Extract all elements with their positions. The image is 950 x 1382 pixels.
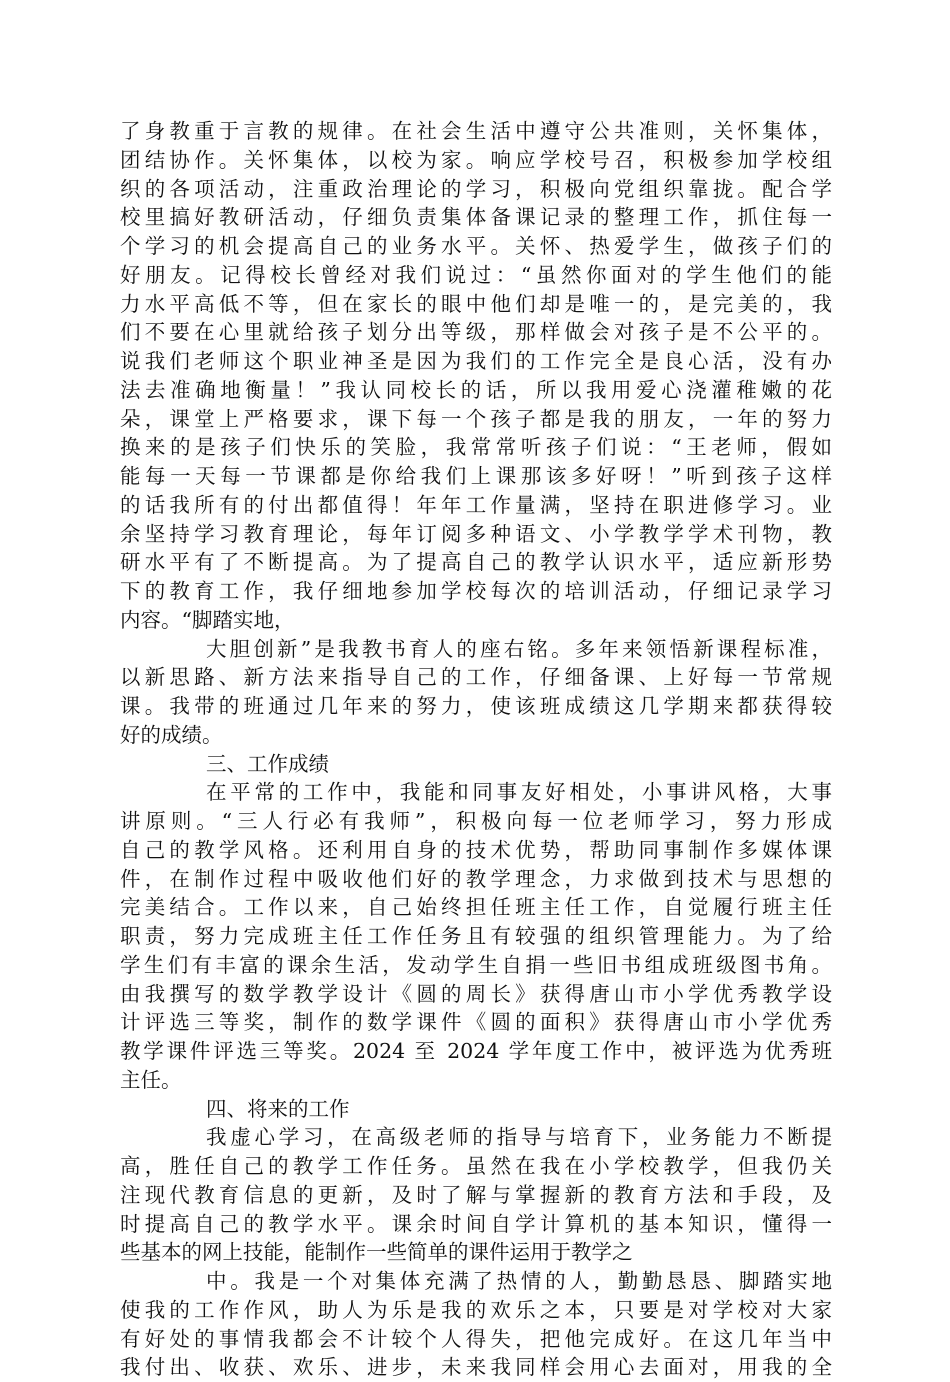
text-line: 以新思路、新方法来指导自己的工作，仔细备课、上好每一节常规 [120,665,832,690]
text-line: 课。我带的班通过几年来的努力，使该班成绩这几学期来都获得较 [120,694,832,718]
text-line: 了身教重于言教的规律。在社会生活中遵守公共准则，关怀集体， [120,119,832,143]
text-line: 能每一天每一节课都是你给我们上课那该多好呀！”听到孩子这样 [120,464,832,488]
text-line: 个学习的机会提高自己的业务水平。关怀、热爱学生，做孩子们的 [120,234,832,258]
text-line: 有好处的事情我都会不计较个人得失，把他完成好。在这几年当中 [120,1326,832,1351]
text-line: 下的教育工作，我仔细地参加学校每次的培训活动，仔细记录学习 [120,579,832,603]
text-line: 研水平有了不断提高。为了提高自己的教学认识水平，适应新形势 [120,550,832,575]
text-line: 件，在制作过程中吸收他们好的教学理念，力求做到技术与思想的 [120,866,832,891]
text-line: 法去准确地衡量！”我认同校长的话，所以我用爱心浇灌稚嫩的花 [120,377,832,402]
text-line: 好的成绩。 [120,722,223,747]
text-line: 团结协作。关怀集体，以校为家。响应学校号召，积极参加学校组 [120,147,832,172]
text-line: 余坚持学习教育理论，每年订阅多种语文、小学教学学术刊物，教 [120,521,832,546]
text-line: 教学课件评选三等奖。2024 至 2024 学年度工作中，被评选为优秀班 [120,1039,832,1063]
text-line: 完美结合。工作以来，自己始终担任班主任工作，自觉履行班主任 [120,895,832,920]
text-line: 们不要在心里就给孩子划分出等级，那样做会对孩子是不公平的。 [120,320,832,345]
text-line: 三、工作成绩 [206,751,329,776]
text-line: 些基本的网上技能，能制作一些简单的课件运用于教学之 [120,1240,633,1265]
text-line: 学生们有丰富的课余生活，发动学生自捐一些旧书组成班级图书角。 [120,952,832,977]
text-line: 我虚心学习，在高级老师的指导与培育下，业务能力不断提 [206,1125,832,1150]
document-body [120,117,832,1382]
text-line: 主任。 [120,1067,182,1092]
text-line: 计评选三等奖，制作的数学课件《圆的面积》获得唐山市小学优秀 [120,1010,832,1035]
text-line: 注现代教育信息的更新，及时了解与掌握新的教育方法和手段，及 [120,1182,832,1207]
text-line: 职责，努力完成班主任工作任务且有较强的组织管理能力。为了给 [120,924,832,948]
text-line: 说我们老师这个职业神圣是因为我们的工作完全是良心活，没有办 [120,349,832,373]
text-line: 的话我所有的付出都值得！年年工作量满，坚持在职进修学习。业 [120,492,832,517]
text-line: 中。我是一个对集体充满了热情的人，勤勤恳恳、脚踏实地 [206,1269,832,1293]
text-line: 织的各项活动，注重政治理论的学习，积极向党组织靠拢。配合学 [120,176,832,201]
text-line: 由我撰写的数学教学设计《圆的周长》获得唐山市小学优秀教学设 [120,981,832,1006]
text-line: 好朋友。记得校长曾经对我们说过：“虽然你面对的学生他们的能 [120,262,832,287]
text-line: 高，胜任自己的教学工作任务。虽然在我在小学校教学，但我仍关 [120,1154,832,1178]
text-line: 大胆创新”是我教书育人的座右铭。多年来领悟新课程标准， [206,636,832,661]
text-line: 内容。“脚踏实地， [120,607,295,632]
text-line: 换来的是孩子们快乐的笑脸，我常常听孩子们说：“王老师，假如 [120,435,832,460]
text-line: 讲原则。“三人行必有我师”，积极向每一位老师学习，努力形成 [120,809,832,833]
text-line: 时提高自己的教学水平。课余时间自学计算机的基本知识，懂得一 [120,1211,832,1236]
text-line: 我付出、收获、欢乐、进步，未来我同样会用心去面对，用我的全 [120,1355,832,1380]
text-line: 朵，课堂上严格要求，课下每一个孩子都是我的朋友，一年的努力 [120,406,832,431]
text-line: 在平常的工作中，我能和同事友好相处，小事讲风格，大事 [206,780,832,805]
text-line: 自己的教学风格。还利用自身的技术优势，帮助同事制作多媒体课 [120,837,832,862]
text-line: 校里搞好教研活动，仔细负责集体备课记录的整理工作，抓住每一 [120,205,832,230]
text-line: 使我的工作作风，助人为乐是我的欢乐之本，只要是对学校对大家 [120,1297,832,1322]
text-line: 力水平高低不等，但在家长的眼中他们却是唯一的，是完美的，我 [120,291,832,316]
text-line: 四、将来的工作 [206,1096,350,1121]
